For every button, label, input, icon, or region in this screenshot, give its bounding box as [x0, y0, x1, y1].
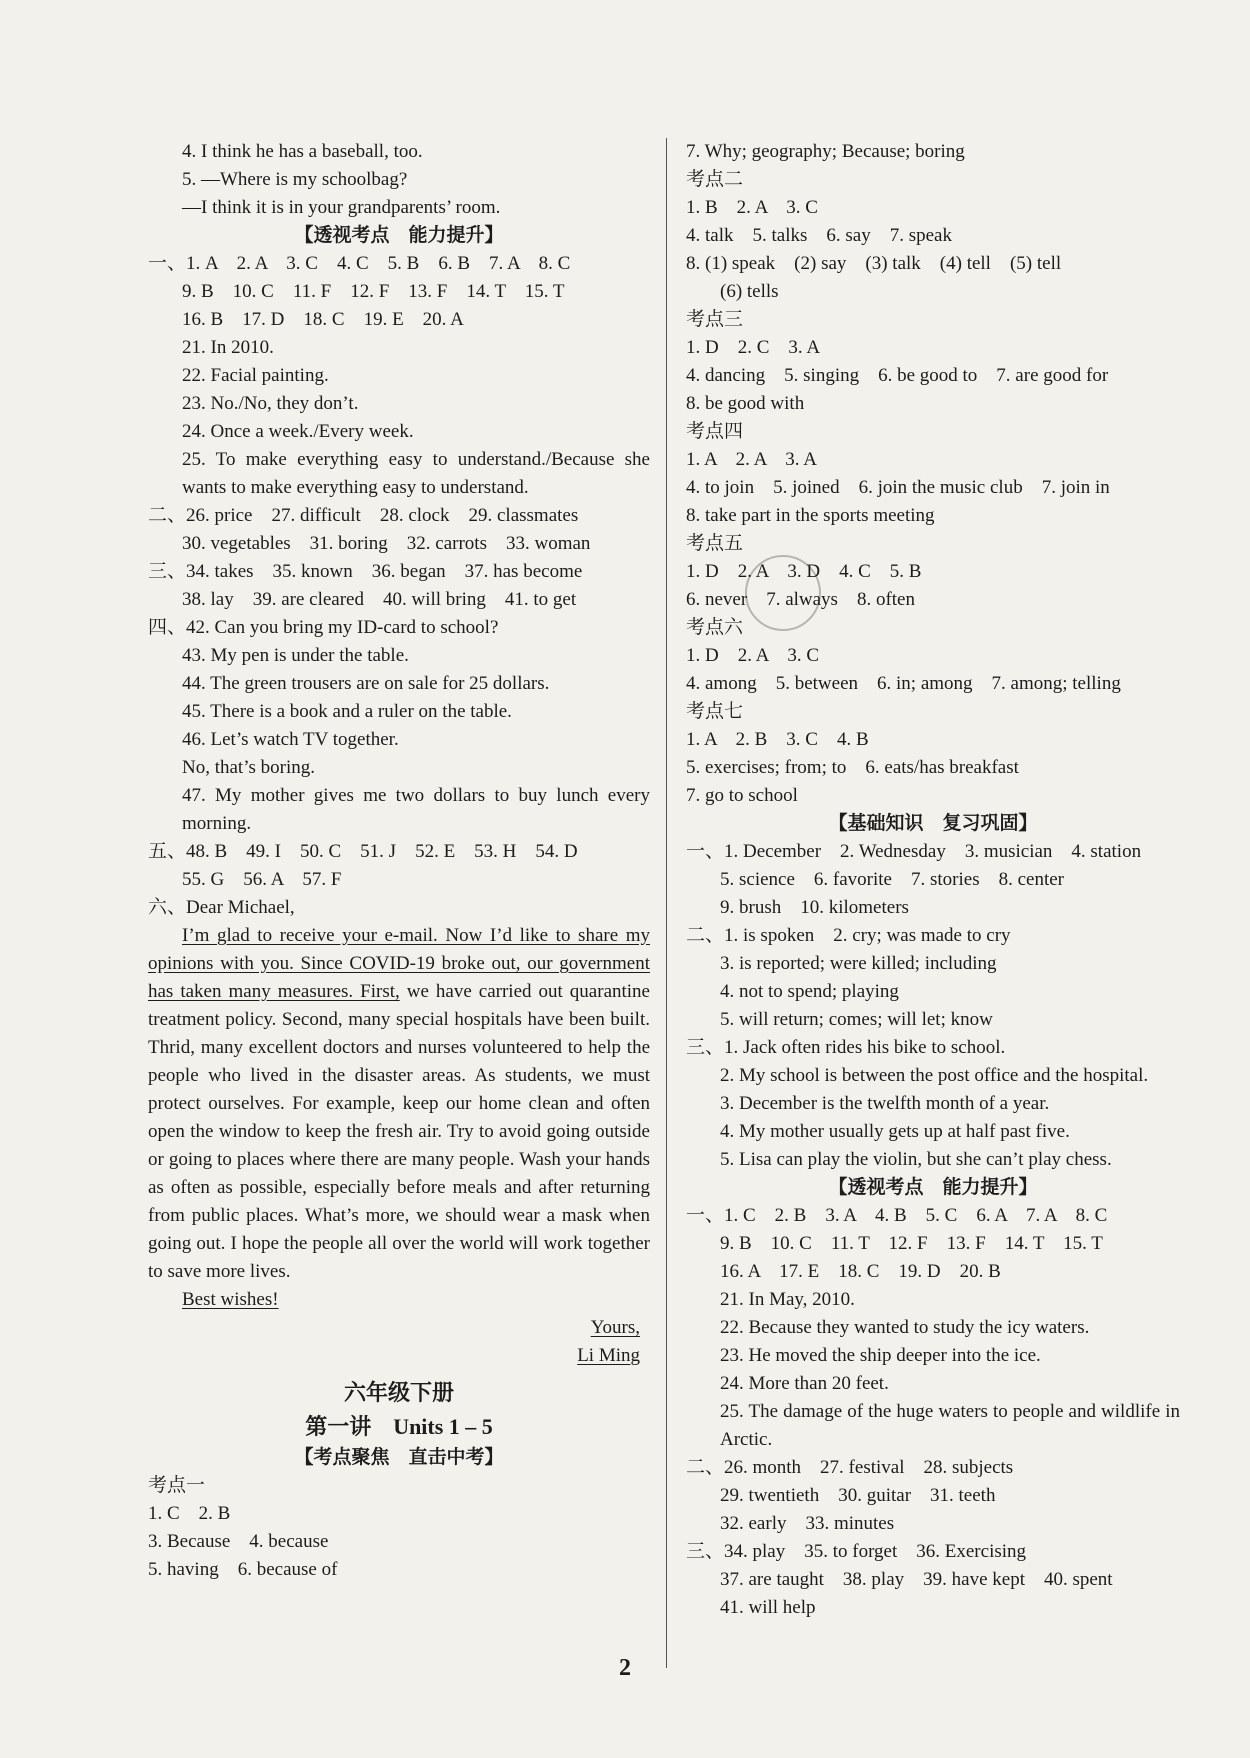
answer-line: 24. Once a week./Every week.: [182, 421, 414, 442]
answer-line: 29. twentieth 30. guitar 31. teeth: [720, 1485, 996, 1506]
answer-line: 7. Why; geography; Because; boring: [686, 141, 965, 162]
answer-line: 1. A 2. A 3. A: [686, 449, 817, 470]
answer-line: 二、26. month 27. festival 28. subjects: [686, 1457, 1014, 1478]
answer-line: 1. C 2. B: [148, 1503, 231, 1524]
answer-line: 6. never 7. always 8. often: [686, 589, 915, 610]
answer-line: 47. My mother gives me two dollars to buy lunch every morning.: [182, 785, 650, 834]
answer-line: 8. take part in the sports meeting: [686, 505, 935, 526]
section-header: 【基础知识 复习巩固】: [828, 813, 1038, 834]
answer-line: 一、1. December 2. Wednesday 3. musician 4. station: [686, 841, 1142, 862]
answer-line: 9. B 10. C 11. F 12. F 13. F 14. T 15. T: [182, 281, 565, 302]
answer-line: 考点五: [686, 533, 744, 554]
answer-line: 一、1. A 2. A 3. C 4. C 5. B 6. B 7. A 8. C: [148, 253, 571, 274]
answer-line: 21. In May, 2010.: [720, 1289, 855, 1310]
answer-line: 8. (1) speak (2) say (3) talk (4) tell (5) tell: [686, 253, 1062, 274]
answer-line: 7. go to school: [686, 785, 798, 806]
column-divider: [666, 138, 667, 1668]
answer-line: 五、48. B 49. I 50. C 51. J 52. E 53. H 54. D: [148, 841, 578, 862]
answer-line: 9. brush 10. kilometers: [720, 897, 909, 918]
answer-line: 43. My pen is under the table.: [182, 645, 409, 666]
left-column: [148, 138, 650, 1584]
answer-line: 23. He moved the ship deeper into the ice.: [720, 1345, 1041, 1366]
answer-line: 41. will help: [720, 1597, 816, 1618]
answer-line: 3. December is the twelfth month of a year.: [720, 1093, 1050, 1114]
answer-line: 考点四: [686, 421, 744, 442]
answer-line: 32. early 33. minutes: [720, 1513, 895, 1534]
signature-yours: Yours,: [590, 1317, 640, 1338]
answer-line: 1. B 2. A 3. C: [686, 197, 818, 218]
answer-line: 4. among 5. between 6. in; among 7. among; telling: [686, 673, 1121, 694]
answer-line: 4. My mother usually gets up at half past five.: [720, 1121, 1070, 1142]
answer-line: 1. D 2. C 3. A: [686, 337, 821, 358]
answer-line: 1. D 2. A 3. D 4. C 5. B: [686, 561, 922, 582]
answer-line: 46. Let’s watch TV together.: [182, 729, 399, 750]
answer-line: 5. science 6. favorite 7. stories 8. center: [720, 869, 1064, 890]
answer-line: 1. A 2. B 3. C 4. B: [686, 729, 869, 750]
section-header: 【透视考点 能力提升】: [828, 1177, 1038, 1198]
section-header: 【考点聚焦 直击中考】: [294, 1447, 504, 1468]
answer-line: 45. There is a book and a ruler on the table.: [182, 701, 512, 722]
essay-closing: Best wishes!: [182, 1289, 279, 1310]
answer-line: 8. be good with: [686, 393, 805, 414]
page-number: 2: [619, 1655, 631, 1681]
answer-line: (6) tells: [720, 281, 779, 302]
answer-line: 4. I think he has a baseball, too.: [182, 141, 423, 162]
answer-line: 5. exercises; from; to 6. eats/has breakfast: [686, 757, 1019, 778]
answer-line: 22. Because they wanted to study the icy waters.: [720, 1317, 1090, 1338]
answer-line: 25. The damage of the huge waters to people and wildlife in Arctic.: [720, 1401, 1180, 1450]
answer-line: 三、34. play 35. to forget 36. Exercising: [686, 1541, 1027, 1562]
answer-line: 4. not to spend; playing: [720, 981, 899, 1002]
answer-line: 二、1. is spoken 2. cry; was made to cry: [686, 925, 1011, 946]
answer-line: 5. having 6. because of: [148, 1559, 338, 1580]
answer-line: 44. The green trousers are on sale for 25 dollars.: [182, 673, 550, 694]
answer-line: 23. No./No, they don’t.: [182, 393, 359, 414]
answer-line: 5. will return; comes; will let; know: [720, 1009, 993, 1030]
answer-line: 21. In 2010.: [182, 337, 274, 358]
answer-line: 38. lay 39. are cleared 40. will bring 41. to get: [182, 589, 577, 610]
answer-line: 3. Because 4. because: [148, 1531, 329, 1552]
section-header: 【透视考点 能力提升】: [294, 225, 504, 246]
answer-line: 24. More than 20 feet.: [720, 1373, 889, 1394]
answer-line: 一、1. C 2. B 3. A 4. B 5. C 6. A 7. A 8. C: [686, 1205, 1108, 1226]
answer-line: 16. B 17. D 18. C 19. E 20. A: [182, 309, 464, 330]
answer-line: 2. My school is between the post office and the hospital.: [720, 1065, 1149, 1086]
right-column: [686, 138, 1180, 1622]
answer-line: 4. dancing 5. singing 6. be good to 7. are good for: [686, 365, 1109, 386]
answer-line: 16. A 17. E 18. C 19. D 20. B: [720, 1261, 1001, 1282]
grade-title: 六年级下册: [343, 1380, 454, 1405]
essay-text: we have carried out quarantine treatment policy. Second, many special hospitals have been built. Thrid, many excellent doctors and nurses volunteered to help the people who lived in the disaster areas. As students, we must protect ourselves. For example, keep our home clean and often open the window to keep the fresh air. Try to avoid going outside or going to places where there are many people. Wash your hands as often as possible, especially before meals and after returning from public places. What’s more, we should wear a mask when going out. I hope the people all over the world will work together to save more lives.: [148, 981, 650, 1282]
answer-line: 25. To make everything easy to understand./Because she wants to make everything easy to understand.: [182, 449, 650, 498]
answer-line: 55. G 56. A 57. F: [182, 869, 342, 890]
point-one-label: 考点一: [148, 1475, 206, 1496]
left-answer-lines: [148, 138, 650, 922]
answer-line: 3. is reported; were killed; including: [720, 953, 997, 974]
answer-line: 30. vegetables 31. boring 32. carrots 33. woman: [182, 533, 591, 554]
answer-line: 二、26. price 27. difficult 28. clock 29. classmates: [148, 505, 579, 526]
answer-line: 4. talk 5. talks 6. say 7. speak: [686, 225, 952, 246]
answer-line: No, that’s boring.: [182, 757, 315, 778]
answer-line: 37. are taught 38. play 39. have kept 40. spent: [720, 1569, 1113, 1590]
essay-body: [148, 922, 650, 1370]
answer-line: 1. D 2. A 3. C: [686, 645, 820, 666]
answer-line: 考点六: [686, 617, 744, 638]
essay-underlined-text: I’m glad to receive your e-mail. Now I’d like to share my opinions with you. Since COVID-19 broke out, our government has taken many measures. First,: [148, 925, 650, 1002]
answer-line: 22. Facial painting.: [182, 365, 329, 386]
answer-line: 4. to join 5. joined 6. join the music club 7. join in: [686, 477, 1110, 498]
answer-line: 5. —Where is my schoolbag?: [182, 169, 408, 190]
answer-line: 5. Lisa can play the violin, but she can’t play chess.: [720, 1149, 1112, 1170]
answer-line: 四、42. Can you bring my ID-card to school?: [148, 617, 499, 638]
answer-line: 9. B 10. C 11. T 12. F 13. F 14. T 15. T: [720, 1233, 1103, 1254]
signature-name: Li Ming: [577, 1345, 640, 1366]
answer-line: 考点三: [686, 309, 744, 330]
lecture-title: 第一讲 Units 1 – 5: [305, 1414, 493, 1439]
answer-line: 考点二: [686, 169, 744, 190]
answer-line: 六、Dear Michael,: [148, 897, 295, 918]
answer-line: 三、34. takes 35. known 36. began 37. has become: [148, 561, 583, 582]
right-answer-lines: [686, 138, 1180, 1622]
answer-line: 三、1. Jack often rides his bike to school.: [686, 1037, 1006, 1058]
answer-line: —I think it is in your grandparents’ room.: [182, 197, 501, 218]
answer-line: 考点七: [686, 701, 744, 722]
